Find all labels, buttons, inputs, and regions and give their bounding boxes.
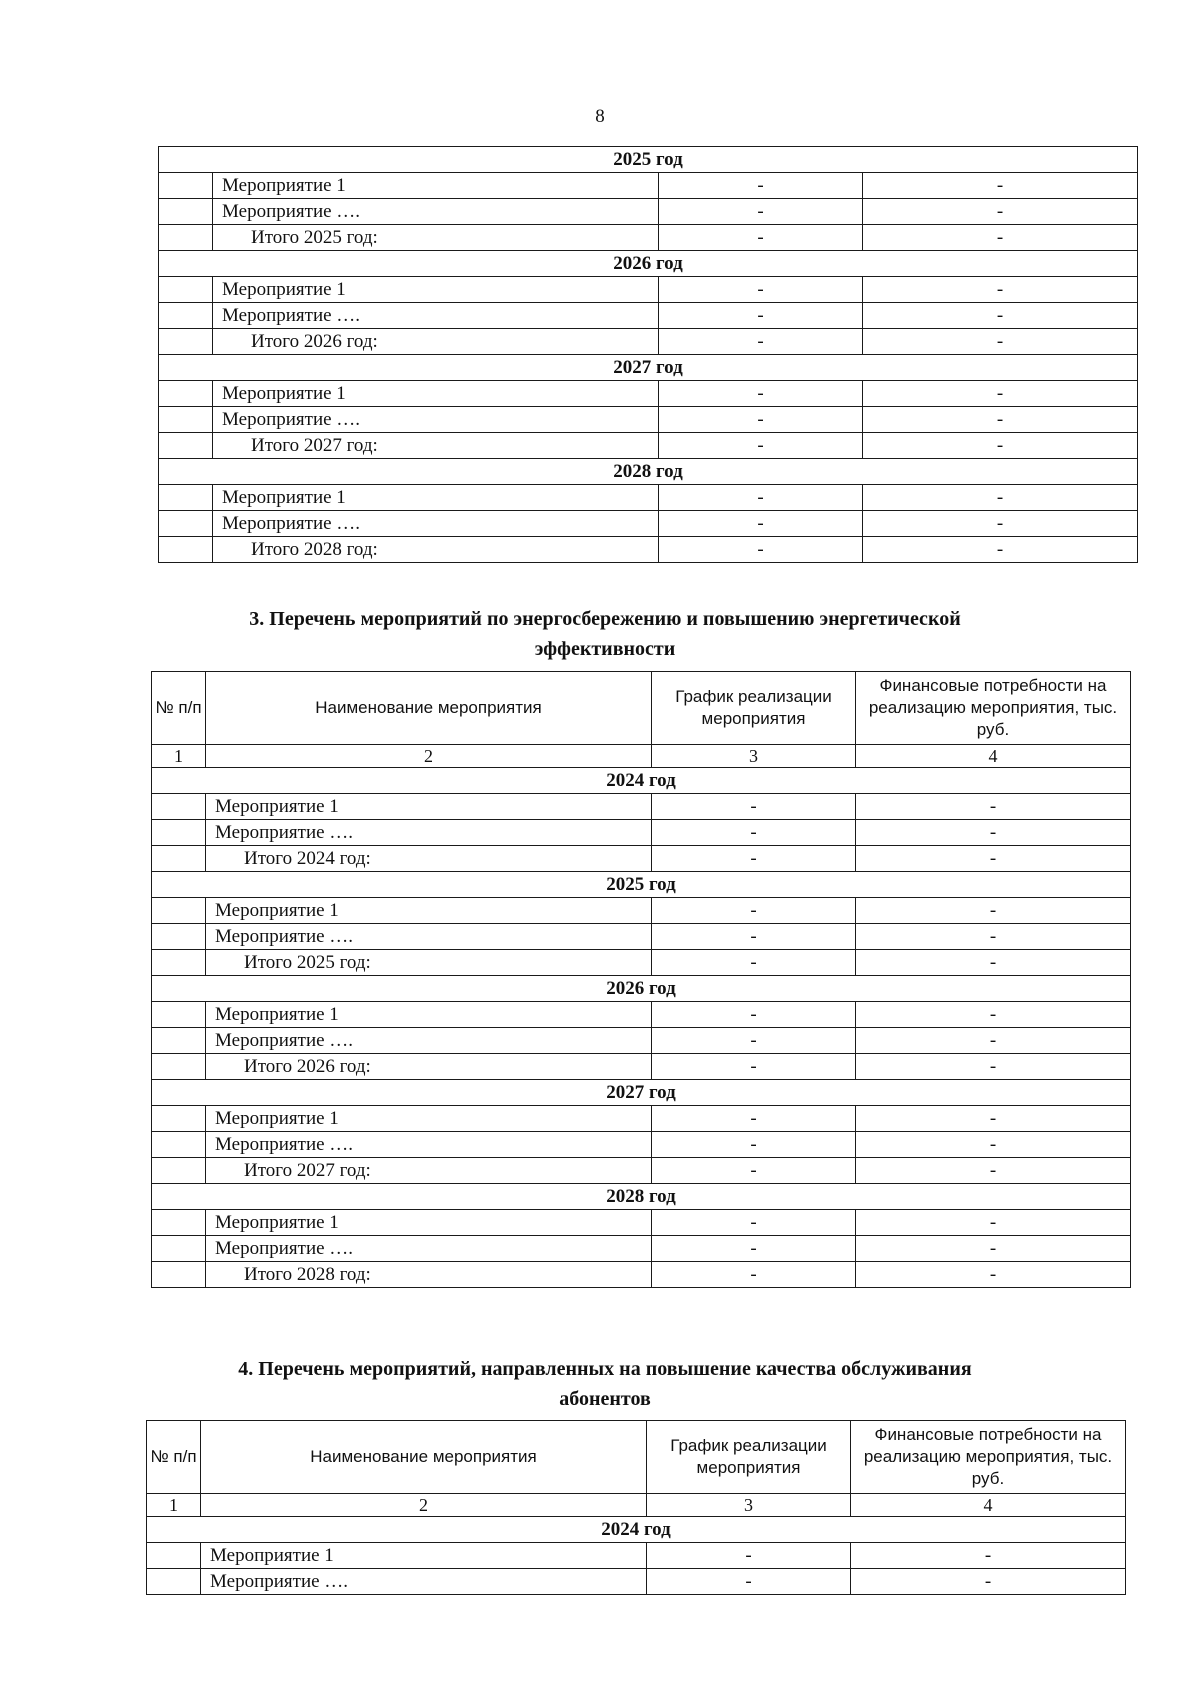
schedule-cell: - (659, 303, 863, 329)
table-section2-continuation (158, 146, 1138, 563)
schedule-cell: - (652, 1262, 856, 1288)
activity-name: Мероприятие …. (213, 303, 659, 329)
activity-name: Мероприятие 1 (206, 898, 652, 924)
activity-name: Мероприятие 1 (206, 1002, 652, 1028)
total-row (159, 225, 1138, 251)
schedule-cell: - (652, 898, 856, 924)
total-label: Итого 2025 год: (213, 225, 659, 251)
row-number-cell (152, 1132, 206, 1158)
schedule-cell: - (652, 924, 856, 950)
row-number-cell (159, 329, 213, 355)
finance-cell: - (863, 485, 1138, 511)
activity-name: Мероприятие 1 (213, 381, 659, 407)
row-number-cell (159, 199, 213, 225)
schedule-cell: - (652, 1236, 856, 1262)
row-number-cell (147, 1569, 201, 1595)
schedule-cell: - (652, 1158, 856, 1184)
finance-cell: - (851, 1569, 1126, 1595)
total-label: Итого 2028 год: (206, 1262, 652, 1288)
activity-name: Мероприятие 1 (206, 1210, 652, 1236)
row-number-cell (152, 1002, 206, 1028)
table-row (159, 407, 1138, 433)
finance-cell: - (863, 225, 1138, 251)
section3-title-line1: 3. Перечень мероприятий по энергосбережению и повышению энергетической (249, 608, 961, 630)
row-number-cell (152, 1028, 206, 1054)
col-number: 1 (152, 745, 206, 768)
col-number: 2 (206, 745, 652, 768)
table-row (152, 1106, 1131, 1132)
schedule-cell: - (652, 1002, 856, 1028)
finance-cell: - (863, 511, 1138, 537)
activity-name: Мероприятие …. (206, 1132, 652, 1158)
table-row (159, 381, 1138, 407)
finance-cell: - (856, 1028, 1131, 1054)
header-row (152, 672, 1131, 745)
activity-name: Мероприятие …. (213, 511, 659, 537)
schedule-cell: - (652, 846, 856, 872)
row-number-cell (152, 820, 206, 846)
table-row (152, 1002, 1131, 1028)
row-number-cell (152, 794, 206, 820)
column-numbers-row (152, 745, 1131, 768)
header-num: № п/п (152, 672, 206, 745)
row-number-cell (152, 1236, 206, 1262)
year-label: 2026 год (152, 976, 1131, 1002)
schedule-cell: - (652, 1054, 856, 1080)
finance-cell: - (851, 1543, 1126, 1569)
section4-title-line2: абонентов (559, 1388, 651, 1410)
total-label: Итого 2027 год: (213, 433, 659, 459)
table-row (152, 898, 1131, 924)
total-label: Итого 2024 год: (206, 846, 652, 872)
finance-cell: - (856, 1210, 1131, 1236)
total-label: Итого 2028 год: (213, 537, 659, 563)
year-label: 2024 год (147, 1517, 1126, 1543)
row-number-cell (159, 433, 213, 459)
row-number-cell (159, 485, 213, 511)
total-row (159, 537, 1138, 563)
schedule-cell: - (659, 199, 863, 225)
col-number: 4 (856, 745, 1131, 768)
row-number-cell (152, 898, 206, 924)
header-schedule: График реализации мероприятия (647, 1421, 851, 1494)
schedule-cell: - (652, 820, 856, 846)
finance-cell: - (863, 329, 1138, 355)
table-row (159, 485, 1138, 511)
header-finance: Финансовые потребности на реализацию мероприятия, тыс. руб. (851, 1421, 1126, 1494)
row-number-cell (159, 173, 213, 199)
row-number-cell (147, 1543, 201, 1569)
table-row (152, 1210, 1131, 1236)
row-number-cell (152, 924, 206, 950)
table-row (152, 794, 1131, 820)
finance-cell: - (856, 1158, 1131, 1184)
header-num: № п/п (147, 1421, 201, 1494)
year-row (159, 355, 1138, 381)
table-row (159, 173, 1138, 199)
finance-cell: - (856, 1132, 1131, 1158)
table-section4 (146, 1420, 1126, 1595)
finance-cell: - (856, 924, 1131, 950)
finance-cell: - (863, 407, 1138, 433)
activity-name: Мероприятие 1 (213, 485, 659, 511)
table-row (159, 511, 1138, 537)
schedule-cell: - (652, 1210, 856, 1236)
schedule-cell: - (652, 950, 856, 976)
finance-cell: - (863, 303, 1138, 329)
schedule-cell: - (647, 1569, 851, 1595)
year-label: 2028 год (159, 459, 1138, 485)
row-number-cell (159, 303, 213, 329)
col-number: 2 (201, 1494, 647, 1517)
finance-cell: - (856, 794, 1131, 820)
finance-cell: - (856, 898, 1131, 924)
col-number: 1 (147, 1494, 201, 1517)
col-number: 3 (652, 745, 856, 768)
table-row (152, 1236, 1131, 1262)
finance-cell: - (863, 433, 1138, 459)
finance-cell: - (856, 846, 1131, 872)
schedule-cell: - (659, 537, 863, 563)
schedule-cell: - (659, 485, 863, 511)
section4-title-line1: 4. Перечень мероприятий, направленных на повышение качества обслуживания (238, 1358, 972, 1380)
year-label: 2027 год (152, 1080, 1131, 1106)
row-number-cell (159, 511, 213, 537)
row-number-cell (152, 1054, 206, 1080)
finance-cell: - (863, 173, 1138, 199)
row-number-cell (159, 407, 213, 433)
year-label: 2026 год (159, 251, 1138, 277)
schedule-cell: - (652, 1106, 856, 1132)
total-row (152, 1054, 1131, 1080)
finance-cell: - (856, 1106, 1131, 1132)
schedule-cell: - (659, 407, 863, 433)
activity-name: Мероприятие …. (206, 1028, 652, 1054)
activity-name: Мероприятие …. (206, 1236, 652, 1262)
row-number-cell (152, 846, 206, 872)
year-label: 2025 год (152, 872, 1131, 898)
table-section3 (151, 671, 1131, 1288)
page-number: 8 (595, 106, 605, 127)
schedule-cell: - (652, 1132, 856, 1158)
finance-cell: - (863, 381, 1138, 407)
schedule-cell: - (659, 511, 863, 537)
schedule-cell: - (659, 381, 863, 407)
activity-name: Мероприятие 1 (206, 1106, 652, 1132)
col-number: 4 (851, 1494, 1126, 1517)
year-row (159, 459, 1138, 485)
section3-title (150, 604, 1060, 664)
section4-title (150, 1354, 1060, 1414)
year-label: 2025 год (159, 147, 1138, 173)
activity-name: Мероприятие 1 (206, 794, 652, 820)
row-number-cell (159, 277, 213, 303)
year-row (159, 251, 1138, 277)
schedule-cell: - (652, 1028, 856, 1054)
row-number-cell (152, 950, 206, 976)
row-number-cell (159, 381, 213, 407)
header-name: Наименование мероприятия (206, 672, 652, 745)
year-row (147, 1517, 1126, 1543)
row-number-cell (152, 1262, 206, 1288)
header-row (147, 1421, 1126, 1494)
finance-cell: - (856, 1002, 1131, 1028)
schedule-cell: - (659, 329, 863, 355)
activity-name: Мероприятие 1 (213, 277, 659, 303)
total-row (159, 433, 1138, 459)
column-numbers-row (147, 1494, 1126, 1517)
activity-name: Мероприятие …. (201, 1569, 647, 1595)
total-row (152, 1262, 1131, 1288)
total-row (152, 846, 1131, 872)
finance-cell: - (856, 820, 1131, 846)
finance-cell: - (856, 1236, 1131, 1262)
schedule-cell: - (647, 1543, 851, 1569)
table-row (159, 277, 1138, 303)
row-number-cell (152, 1210, 206, 1236)
table-row (159, 303, 1138, 329)
activity-name: Мероприятие …. (213, 199, 659, 225)
year-row (152, 1184, 1131, 1210)
row-number-cell (159, 537, 213, 563)
finance-cell: - (856, 1262, 1131, 1288)
header-finance: Финансовые потребности на реализацию мероприятия, тыс. руб. (856, 672, 1131, 745)
total-label: Итого 2027 год: (206, 1158, 652, 1184)
activity-name: Мероприятие …. (213, 407, 659, 433)
table-row (152, 820, 1131, 846)
year-row (152, 768, 1131, 794)
table-row (152, 1028, 1131, 1054)
header-schedule: График реализации мероприятия (652, 672, 856, 745)
table-row (152, 924, 1131, 950)
year-row (152, 976, 1131, 1002)
total-label: Итого 2026 год: (206, 1054, 652, 1080)
year-row (152, 1080, 1131, 1106)
table-row (159, 199, 1138, 225)
table-row (152, 1132, 1131, 1158)
row-number-cell (152, 1106, 206, 1132)
schedule-cell: - (659, 433, 863, 459)
schedule-cell: - (652, 794, 856, 820)
row-number-cell (152, 1158, 206, 1184)
finance-cell: - (856, 1054, 1131, 1080)
finance-cell: - (863, 199, 1138, 225)
activity-name: Мероприятие …. (206, 924, 652, 950)
finance-cell: - (856, 950, 1131, 976)
year-label: 2028 год (152, 1184, 1131, 1210)
total-label: Итого 2025 год: (206, 950, 652, 976)
table-row (147, 1569, 1126, 1595)
schedule-cell: - (659, 277, 863, 303)
activity-name: Мероприятие 1 (201, 1543, 647, 1569)
col-number: 3 (647, 1494, 851, 1517)
activity-name: Мероприятие 1 (213, 173, 659, 199)
year-row (159, 147, 1138, 173)
total-row (152, 1158, 1131, 1184)
header-name: Наименование мероприятия (201, 1421, 647, 1494)
finance-cell: - (863, 277, 1138, 303)
total-row (152, 950, 1131, 976)
total-row (159, 329, 1138, 355)
section3-title-line2: эффективности (534, 638, 676, 660)
finance-cell: - (863, 537, 1138, 563)
row-number-cell (159, 225, 213, 251)
year-label: 2024 год (152, 768, 1131, 794)
schedule-cell: - (659, 225, 863, 251)
year-row (152, 872, 1131, 898)
activity-name: Мероприятие …. (206, 820, 652, 846)
schedule-cell: - (659, 173, 863, 199)
total-label: Итого 2026 год: (213, 329, 659, 355)
year-label: 2027 год (159, 355, 1138, 381)
table-row (147, 1543, 1126, 1569)
